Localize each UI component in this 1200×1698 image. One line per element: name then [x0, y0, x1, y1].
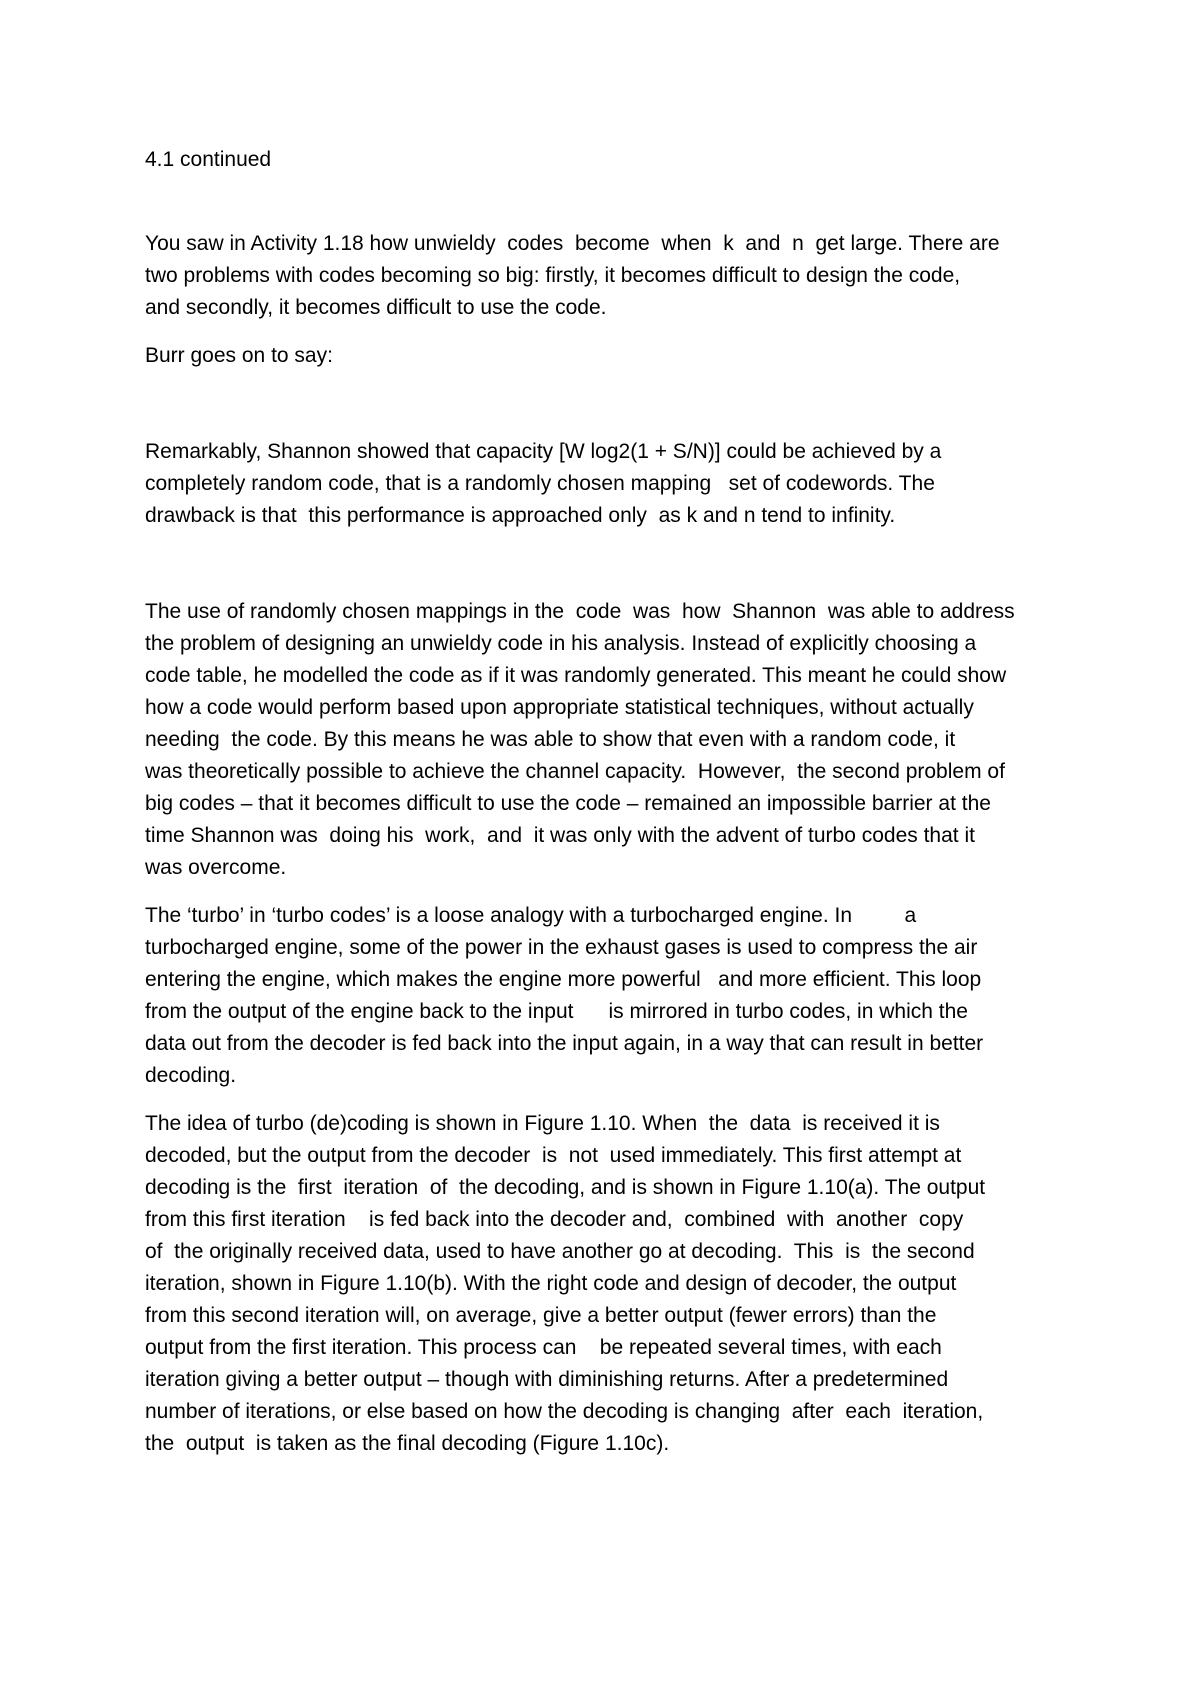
text-line: the problem of designing an unwieldy code in his analysis. Instead of explicitly choosing a	[145, 632, 977, 655]
text-line: code table, he modelled the code as if it was randomly generated. This meant he could show	[145, 664, 1007, 687]
text-line: from this second iteration will, on average, give a better output (fewer errors) than the	[145, 1304, 937, 1327]
text-line: time Shannon was doing his work, and it was only with the advent of turbo codes that it	[145, 824, 975, 847]
text-line: Burr goes on to say:	[145, 344, 333, 367]
paragraph-random-mappings	[145, 596, 1055, 884]
text-line: how a code would perform based upon appropriate statistical techniques, without actually	[145, 696, 974, 719]
text-line: drawback is that this performance is approached only as k and n tend to infinity.	[145, 504, 896, 527]
text-line: The use of randomly chosen mappings in the code was how Shannon was able to address	[145, 600, 1015, 623]
text-line: and secondly, it becomes difficult to use the code.	[145, 296, 607, 319]
document-content	[145, 144, 1055, 1460]
text-line: entering the engine, which makes the engine more powerful and more efficient. This loop	[145, 968, 982, 991]
text-line: iteration giving a better output – though with diminishing returns. After a predetermined	[145, 1368, 949, 1391]
text-line: the output is taken as the final decoding (Figure 1.10c).	[145, 1432, 670, 1455]
paragraph-quote	[145, 436, 1055, 532]
text-line: of the originally received data, used to have another go at decoding. This is the second	[145, 1240, 975, 1263]
text-line: big codes – that it becomes difficult to use the code – remained an impossible barrier at the	[145, 792, 991, 815]
text-line: decoding is the first iteration of the decoding, and is shown in Figure 1.10(a). The output	[145, 1176, 986, 1199]
text-line: from this first iteration is fed back into the decoder and, combined with another copy	[145, 1208, 964, 1231]
text-line: decoded, but the output from the decoder is not used immediately. This first attempt at	[145, 1144, 962, 1167]
text-line: data out from the decoder is fed back into the input again, in a way that can result in better	[145, 1032, 984, 1055]
text-line: iteration, shown in Figure 1.10(b). With the right code and design of decoder, the output	[145, 1272, 957, 1295]
text-line: output from the first iteration. This process can be repeated several times, with each	[145, 1336, 942, 1359]
paragraph-turbo-analogy	[145, 900, 1055, 1092]
text-line: The idea of turbo (de)coding is shown in Figure 1.10. When the data is received it is	[145, 1112, 940, 1135]
paragraph-burr-intro	[145, 340, 1055, 372]
text-line: Remarkably, Shannon showed that capacity [W log2(1 + S/N)] could be achieved by a	[145, 440, 942, 463]
text-line: The ‘turbo’ in ‘turbo codes’ is a loose analogy with a turbocharged engine. In a	[145, 904, 917, 927]
text-line: from the output of the engine back to the input is mirrored in turbo codes, in which the	[145, 1000, 968, 1023]
paragraph-intro	[145, 228, 1055, 324]
text-line: needing the code. By this means he was able to show that even with a random code, it	[145, 728, 956, 751]
section-heading: 4.1 continued	[145, 148, 272, 171]
text-line: number of iterations, or else based on how the decoding is changing after each iteration,	[145, 1400, 984, 1423]
text-line: was overcome.	[145, 856, 287, 879]
text-line: two problems with codes becoming so big: firstly, it becomes difficult to design the code,	[145, 264, 961, 287]
text-line: turbocharged engine, some of the power in the exhaust gases is used to compress the air	[145, 936, 978, 959]
text-line: completely random code, that is a randomly chosen mapping set of codewords. The	[145, 472, 935, 495]
text-line: You saw in Activity 1.18 how unwieldy codes become when k and n get large. There are	[145, 232, 1000, 255]
paragraph-turbo-decoding	[145, 1108, 1055, 1460]
text-line: was theoretically possible to achieve the channel capacity. However, the second problem of	[145, 760, 1005, 783]
text-line: decoding.	[145, 1064, 237, 1087]
